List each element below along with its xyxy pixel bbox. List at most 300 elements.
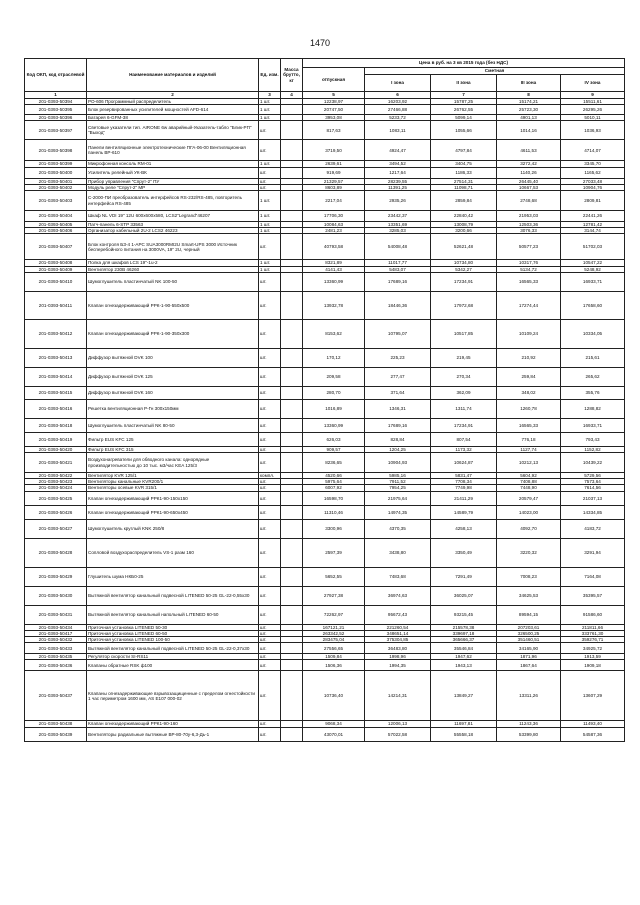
cell-z2: 55558,18 [431,727,497,741]
cell-unit: шт. [259,538,281,567]
cell-name: Приточная установка LITENED 50-30 [87,624,259,630]
cell-name: Диффузор вытяжной DVK 125 [87,367,259,386]
cell-z4: 265,62 [561,367,625,386]
cell-z3: 53399,80 [497,727,561,741]
table-row [25,161,625,167]
cell-z2: 1947,62 [431,654,497,660]
table-row [25,519,625,538]
cell-z1: 17689,16 [365,272,431,291]
cell-code: 201-0393-50434 [25,624,87,630]
cell-code: 201-0393-50430 [25,586,87,605]
cell-name: Модуль реле "Спрут-2" МР [87,184,259,190]
cell-p: 2639,61 [303,161,365,167]
cell-name: Шумоглушитель пластинчатый NK 80-50 [87,418,259,432]
header-release: отпускная [303,68,365,92]
cell-p: 72262,97 [303,605,365,624]
cell-p: 2481,23 [303,228,365,234]
cell-p: 40793,58 [303,234,365,260]
cell-name: Сопловой воздухораспределитель VS-1 разм 160 [87,538,259,567]
cell-z1: 14974,35 [365,505,431,519]
cell-z2: 1943,13 [431,660,497,671]
table-row [25,721,625,727]
cell-code: 201-0393-50426 [25,505,87,519]
cell-z4: 5010,11 [561,115,625,121]
header-estimate: Сметная [365,68,625,75]
cell-mass [281,105,303,115]
cell-z1: 23442,37 [365,211,431,222]
cell-mass [281,386,303,399]
table-row [25,660,625,671]
cell-z4: 1152,82 [561,446,625,452]
cell-unit: шт. [259,624,281,630]
table-row [25,291,625,319]
table-row [25,643,625,654]
cell-unit: 1 шт. [259,222,281,228]
cell-z2: 26762,55 [431,105,497,115]
cell-z1: 221260,54 [365,624,431,630]
cell-z1: 13351,69 [365,222,431,228]
cell-p: 283475,04 [303,637,365,643]
cell-z3: 3272,42 [497,161,561,167]
cell-z3: 12503,36 [497,222,561,228]
header-unit: Ед. изм. [259,59,281,92]
cell-p: 167121,21 [303,624,365,630]
cell-p: 8603,89 [303,184,365,190]
cell-code: 201-0393-50398 [25,140,87,161]
column-number: 7 [431,92,497,99]
cell-unit: 1 шт. [259,260,281,266]
cell-p: 1016,89 [303,399,365,418]
cell-code: 201-0393-50402 [25,184,87,190]
cell-p: 10736,40 [303,671,365,721]
cell-z3: 1871,96 [497,654,561,660]
cell-z2: 5099,14 [431,115,497,121]
cell-z1: 1083,11 [365,121,431,140]
table-row [25,140,625,161]
cell-z3: 776,18 [497,432,561,446]
cell-z1: 348651,14 [365,630,431,636]
cell-code: 201-0393-50418 [25,418,87,432]
cell-mass [281,586,303,605]
cell-name: Световые указатели тип. AIRONE 6w аварийный-Указатель-табло "Блик-РП" "Выход" [87,121,259,140]
cell-name: Регулятор скорости SI-RS11 [87,654,259,660]
cell-z4: 793,43 [561,432,625,446]
cell-mass [281,727,303,741]
cell-z3: 1127,74 [497,446,561,452]
cell-p: 43070,01 [303,727,365,741]
cell-unit: шт. [259,567,281,586]
cell-code: 201-0393-50412 [25,319,87,348]
table-row [25,605,625,624]
cell-z1: 3438,80 [365,538,431,567]
cell-unit: шт. [259,367,281,386]
cell-unit: шт. [259,727,281,741]
cell-z1: 21975,64 [365,491,431,505]
cell-z2: 13008,79 [431,222,497,228]
cell-z1: 225,23 [365,348,431,367]
cell-z2: 93215,45 [431,605,497,624]
cell-z2: 22840,42 [431,211,497,222]
table-row [25,637,625,643]
cell-code: 201-0393-50439 [25,727,87,741]
cell-unit: шт. [259,291,281,319]
cell-z2: 10517,85 [431,319,497,348]
cell-z2: 4797,84 [431,140,497,161]
cell-z3: 13311,26 [497,671,561,721]
cell-z2: 52621,48 [431,234,497,260]
cell-code: 201-0393-50397 [25,121,87,140]
cell-z4: 12781,42 [561,222,625,228]
cell-p: 626,03 [303,432,365,446]
cell-code: 201-0393-50396 [25,115,87,121]
cell-z1: 1204,25 [365,446,431,452]
cell-z3: 25723,30 [497,105,561,115]
cell-p: 209,58 [303,367,365,386]
cell-mass [281,399,303,418]
header-mass: Масса брутто, кг [281,59,303,92]
cell-unit: 1 шт. [259,211,281,222]
cell-z3: 10109,24 [497,319,561,348]
cell-name: Батарея 6-GFM-38 [87,115,259,121]
cell-mass [281,319,303,348]
cell-code: 201-0393-50406 [25,228,87,234]
cell-mass [281,272,303,291]
cell-code: 201-0393-50400 [25,167,87,178]
cell-code: 201-0393-50437 [25,671,87,721]
cell-unit: 1 шт. [259,99,281,105]
cell-unit: шт. [259,671,281,721]
cell-z4: 359276,71 [561,637,625,643]
cell-p: 11310,46 [303,505,365,519]
cell-z4: 91586,60 [561,605,625,624]
cell-name: Вентиляторы осевые KVR 315/1 [87,485,259,491]
cell-code: 201-0393-50409 [25,266,87,272]
cell-z4: 10439,22 [561,453,625,473]
table-row [25,418,625,432]
cell-z2: 11697,81 [431,721,497,727]
cell-z4: 11493,40 [561,721,625,727]
cell-z4: 17658,60 [561,291,625,319]
cell-p: 16598,70 [303,491,365,505]
cell-z3: 207203,61 [497,624,561,630]
cell-z4: 16933,71 [561,272,625,291]
cell-z4: 1909,18 [561,660,625,671]
cell-p: 170,12 [303,348,365,367]
cell-z3: 1014,16 [497,121,561,140]
cell-name: Приточная установка LITENED 60-50 [87,630,259,636]
cell-z3: 14023,00 [497,505,561,519]
header-name: Наименование материалов и изделий [87,59,259,92]
table-row [25,386,625,399]
cell-p: 12238,97 [303,99,365,105]
cell-z3: 4611,53 [497,140,561,161]
cell-p: 9068,34 [303,721,365,727]
cell-name: Диффузор вытяжной DVK 160 [87,386,259,399]
table-row [25,272,625,291]
table-row [25,184,625,190]
cell-mass [281,453,303,473]
cell-z3: 10317,76 [497,260,561,266]
cell-name: Клапан огнезадерживающий РРК-1-90-350х300 [87,319,259,348]
cell-mass [281,538,303,567]
cell-z4: 7573,64 [561,479,625,485]
cell-z3: 34625,53 [497,586,561,605]
cell-p: 6007,92 [303,485,365,491]
cell-mass [281,140,303,161]
cell-z3: 16565,33 [497,418,561,432]
table-row [25,453,625,473]
cell-z3: 7408,88 [497,479,561,485]
cell-code: 201-0393-50407 [25,234,87,260]
cell-unit: шт. [259,178,281,184]
cell-z4: 22441,26 [561,211,625,222]
cell-name: Шумоглушитель круглый KNK 250/8 [87,519,259,538]
cell-z4: 5248,92 [561,266,625,272]
cell-code: 201-0393-50429 [25,567,87,586]
cell-mass [281,121,303,140]
cell-p: 4520,66 [303,473,365,479]
cell-z4: 34925,72 [561,643,625,654]
cell-name: Вытяжной вентилятор канальный подвесной LITENED 50-25 GL-22-0,37х30 [87,643,259,654]
cell-z4: 215,61 [561,348,625,367]
cell-z4: 355,76 [561,386,625,399]
cell-z1: 5483,07 [365,266,431,272]
cell-unit: шт. [259,519,281,538]
cell-z1: 57022,58 [365,727,431,741]
cell-p: 4141,43 [303,266,365,272]
cell-z2: 270,34 [431,367,497,386]
header-zone1: I зона [365,75,431,92]
cell-z1: 3494,52 [365,161,431,167]
cell-unit: шт. [259,630,281,636]
cell-mass [281,567,303,586]
cell-z1: 12006,13 [365,721,431,727]
column-number: 6 [365,92,431,99]
cell-z4: 3345,70 [561,161,625,167]
cell-z3: 259,84 [497,367,561,386]
cell-p: 27927,38 [303,586,365,605]
header-zone3: III зона [497,75,561,92]
cell-z1: 17689,16 [365,418,431,432]
table-row [25,367,625,386]
table-row [25,473,625,479]
cell-name: Решетка вентиляционная Р-Гн 300х150мм [87,399,259,418]
cell-z2: 10624,87 [431,453,497,473]
cell-code: 201-0393-50415 [25,386,87,399]
column-number: 9 [561,92,625,99]
cell-z4: 1036,93 [561,121,625,140]
table-row [25,260,625,266]
cell-name: Вытяжной вентилятор канальный подвесной LITENED 50-25 GL-22-0,55х30 [87,586,259,605]
cell-code: 201-0393-50411 [25,291,87,319]
cell-z2: 14589,79 [431,505,497,519]
cell-unit: 1 шт. [259,105,281,115]
cell-z2: 13849,27 [431,671,497,721]
cell-z1: 16203,92 [365,99,431,105]
cell-z2: 1055,66 [431,121,497,140]
cell-z1: 2935,26 [365,191,431,211]
cell-unit: шт. [259,491,281,505]
cell-z2: 7291,49 [431,567,497,586]
cell-p: 5975,64 [303,479,365,485]
cell-name: Фильтр EUS KFC 315 [87,446,259,452]
cell-z1: 28239,55 [365,178,431,184]
cell-z4: 7164,08 [561,567,625,586]
cell-name: Панели вентиляционные электротехнические ПГА-06-00 Вентиляционная панель ВР-610 [87,140,259,161]
cell-code: 201-0393-50436 [25,660,87,671]
cell-code: 201-0393-50424 [25,485,87,491]
cell-z3: 1867,64 [497,660,561,671]
cell-p: 263342,52 [303,630,365,636]
cell-mass [281,191,303,211]
table-row [25,178,625,184]
table-row [25,319,625,348]
cell-unit: шт. [259,432,281,446]
cell-code: 201-0393-50433 [25,643,87,654]
cell-z2: 807,54 [431,432,497,446]
table-row [25,348,625,367]
cell-z3: 210,92 [497,348,561,367]
cell-mass [281,211,303,222]
cell-z3: 3076,33 [497,228,561,234]
cell-name: Клапан огнезадерживающий РРК-1-90-550х500 [87,291,259,319]
column-number: 2 [87,92,259,99]
cell-code: 201-0393-50427 [25,519,87,538]
cell-z3: 20579,47 [497,491,561,505]
cell-z4: 211811,66 [561,624,625,630]
cell-unit: компл. [259,473,281,479]
cell-z4: 14334,85 [561,505,625,519]
cell-z3: 1140,26 [497,167,561,178]
cell-mass [281,167,303,178]
cell-name: Фильтр EUS KFC 125 [87,432,259,446]
cell-z2: 339697,18 [431,630,497,636]
cell-z2: 2859,84 [431,191,497,211]
column-number: 4 [281,92,303,99]
cell-code: 201-0393-50435 [25,654,87,660]
cell-p: 3719,50 [303,140,365,161]
cell-z4: 1913,59 [561,654,625,660]
cell-mass [281,234,303,260]
cell-unit: шт. [259,167,281,178]
cell-z4: 35395,57 [561,586,625,605]
cell-unit: шт. [259,234,281,260]
cell-p: 2217,04 [303,191,365,211]
cell-name: Вытяжной вентилятор канальный напольный LITENED 60-50 [87,605,259,624]
cell-z3: 351460,51 [497,637,561,643]
cell-z2: 10734,80 [431,260,497,266]
cell-code: 201-0393-50405 [25,222,87,228]
cell-unit: шт. [259,485,281,491]
cell-p: 817,63 [303,121,365,140]
table-row [25,266,625,272]
table-row [25,105,625,115]
cell-z2: 215578,38 [431,624,497,630]
cell-z1: 828,84 [365,432,431,446]
column-number: 5 [303,92,365,99]
cell-mass [281,491,303,505]
table-row [25,234,625,260]
cell-p: 2597,39 [303,538,365,567]
cell-unit: шт. [259,446,281,452]
cell-unit: шт. [259,386,281,399]
header-price-group: Цена в руб. на 3 кв 2015 года (без НДС) [303,59,625,68]
cell-name: С-2000-ПИ преобразователь интерфейсов RS-232/RS-485, повторитель интерфейса RS-485 [87,191,259,211]
cell-z2: 219,45 [431,348,497,367]
header-code: Код ОКП, код отраслевой [25,59,87,92]
cell-unit: шт. [259,660,281,671]
cell-z1: 14214,31 [365,671,431,721]
cell-z3: 5134,72 [497,266,561,272]
cell-z4: 16933,71 [561,418,625,432]
cell-z2: 5831,47 [431,473,497,479]
cell-z1: 7911,52 [365,479,431,485]
cell-p: 919,69 [303,167,365,178]
cell-z1: 7483,68 [365,567,431,586]
cell-z4: 3291,94 [561,538,625,567]
table-row [25,727,625,741]
cell-z4: 54587,36 [561,727,625,741]
cell-z4: 7614,56 [561,485,625,491]
cell-p: 8321,89 [303,260,365,266]
cell-name: Полка для шкафов LCS 19"-1u-2 [87,260,259,266]
cell-z3: 15174,21 [497,99,561,105]
cell-code: 201-0393-50428 [25,538,87,567]
cell-mass [281,432,303,446]
cell-code: 201-0393-50421 [25,453,87,473]
cell-p: 909,57 [303,446,365,452]
cell-z4: 10334,05 [561,319,625,348]
table-row [25,671,625,721]
cell-code: 201-0393-50394 [25,99,87,105]
cell-z4: 27033,48 [561,178,625,184]
cell-p: 1506,36 [303,660,365,671]
cell-p: 13932,78 [303,291,365,319]
cell-z2: 7749,98 [431,485,497,491]
cell-p: 17706,30 [303,211,365,222]
table-row [25,211,625,222]
cell-code: 201-0393-50417 [25,630,87,636]
cell-p: 3953,08 [303,115,365,121]
cell-z1: 1994,35 [365,660,431,671]
cell-code: 201-0393-50410 [25,272,87,291]
cell-z1: 95672,43 [365,605,431,624]
cell-p: 5652,55 [303,567,365,586]
cell-unit: шт. [259,348,281,367]
cell-z3: 326500,25 [497,630,561,636]
cell-unit: шт. [259,643,281,654]
cell-name: Прибор управления "Спрут-2" ПУ [87,178,259,184]
cell-z3: 26445,40 [497,178,561,184]
cell-name: Диффузор вытяжной DVK 100 [87,348,259,367]
price-table [24,58,625,742]
cell-z4: 1288,82 [561,399,625,418]
cell-name: Вентилятор KVR 125/1 [87,473,259,479]
cell-z3: 10667,53 [497,184,561,190]
cell-z1: 18446,36 [365,291,431,319]
cell-p: 1509,84 [303,654,365,660]
cell-unit: шт. [259,453,281,473]
table-row [25,121,625,140]
cell-z3: 4092,70 [497,519,561,538]
cell-unit: шт. [259,418,281,432]
cell-z1: 7954,25 [365,485,431,491]
cell-p: 27556,65 [303,643,365,654]
cell-z4: 10547,22 [561,260,625,266]
cell-z3: 3220,32 [497,538,561,567]
cell-code: 201-0393-50408 [25,260,87,266]
cell-z3: 5604,92 [497,473,561,479]
